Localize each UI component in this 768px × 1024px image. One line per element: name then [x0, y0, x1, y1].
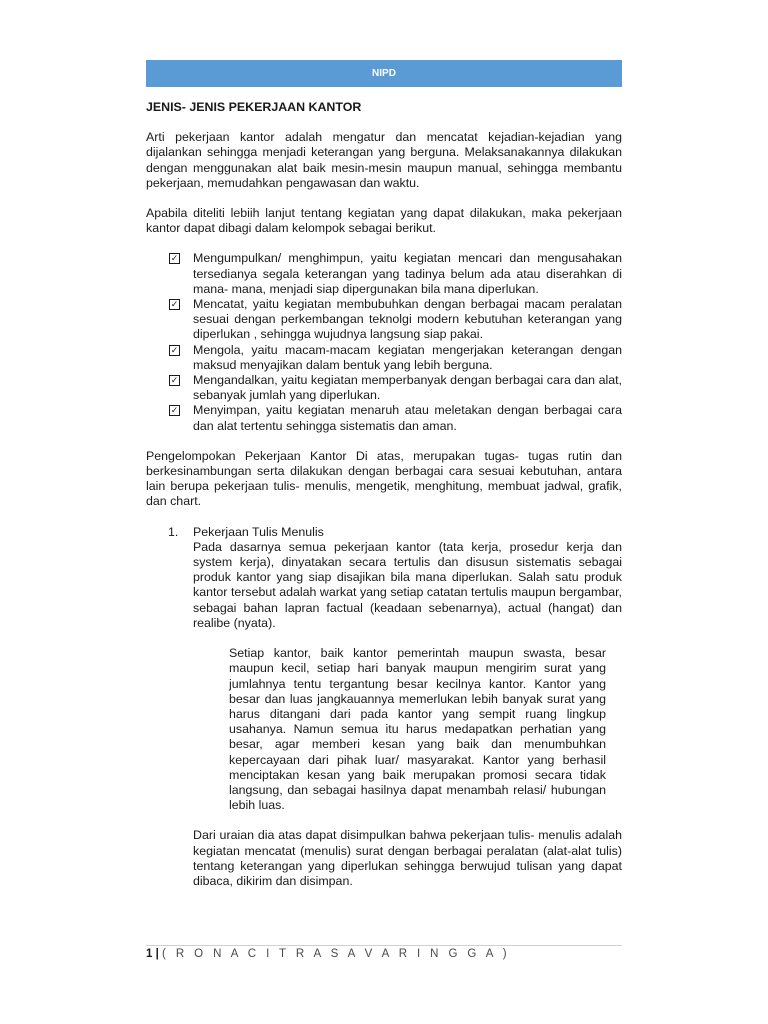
- checklist: [146, 251, 622, 433]
- section-1: [146, 525, 622, 889]
- intro-paragraph-2: Apabila diteliti lebiih lanjut tentang kegiatan yang dapat dilakukan, maka pekerjaan kantor dapat dibagi dalam kelompok sebagai berikut.: [146, 206, 622, 236]
- checklist-item: [170, 251, 622, 297]
- section-title: Pekerjaan Tulis Menulis: [193, 524, 324, 539]
- footer-author: ( R O N A C I T R A S A V A R I N G G A ): [162, 948, 510, 960]
- document-body: [146, 100, 622, 904]
- checklist-item: [170, 342, 622, 373]
- checkbox-checked-icon: ✓: [170, 299, 179, 310]
- section-quote: Setiap kantor, baik kantor pemerintah maupun swasta, besar maupun kecil, setiap hari banyak maupun mengirim surat yang jumlahnya tentu tergantung besar kecilnya kantor. Kantor yang besar dan luas jangkauannya memerlukan lebih banyak surat yang harus ditangani dari pada kantor yang sempit ruang lingkup usahanya. Namun semua itu harus medapatkan perhatian yang besar, agar memberi kesan yang baik dan menumbuhkan kepercayaan dari pihak luar/ masyarakat. Kantor yang berhasil menciptakan kesan yang baik merupakan promosi secara tidak langsung, dan sebagai hasilnya dapat menambah relasi/ hubungan lebih luas.: [229, 646, 606, 813]
- checkbox-checked-icon: ✓: [170, 344, 179, 355]
- checkbox-checked-icon: ✓: [170, 253, 179, 264]
- header-title: NIPD: [372, 68, 396, 79]
- page-number: 1 |: [146, 948, 159, 960]
- checklist-item-text: Menyimpan, yaitu kegiatan menaruh atau meletakan dengan berbagai cara dan alat tertentu sehingga sistematis dan aman.: [193, 403, 622, 433]
- checklist-item: [170, 373, 622, 403]
- section-conclusion: Dari uraian dia atas dapat disimpulkan bahwa pekerjaan tulis- menulis adalah kegiatan mencatat (menulis) surat dengan berbagai peralatan (alat-alat tulis) tentang keterangan yang diperlukan sehingga berwujud tulisan yang dapat dibaca, dikirim dan disimpan.: [193, 828, 622, 888]
- checklist-item-text: Mengandalkan, yaitu kegiatan memperbanyak dengan berbagai cara dan alat, sebanyak jumlah yang diperlukan.: [193, 373, 622, 403]
- checklist-item-text: Mencatat, yaitu kegiatan membubuhkan dengan berbagai macam peralatan sesuai dengan perkembangan teknolgi modern kebutuhan keterangan yang diperlukan , sehingga wujudnya langsung siap pakai.: [193, 297, 622, 342]
- footer-divider: [146, 945, 622, 946]
- checkbox-checked-icon: ✓: [170, 405, 179, 416]
- checkbox-checked-icon: ✓: [170, 375, 179, 386]
- section-number: 1.: [168, 524, 179, 539]
- footer: [146, 948, 510, 960]
- checklist-item-text: Mengola, yaitu macam-macam kegiatan mengerjakan keterangan dengan maksud menyajikan dalam bentuk yang lebih berguna.: [193, 342, 622, 372]
- grouping-paragraph: Pengelompokan Pekerjaan Kantor Di atas, merupakan tugas- tugas rutin dan berkesinambungan serta dilakukan dengan berbagai cara sesuai kebutuhan, antara lain berupa pekerjaan tulis- menulis, mengetik, menghitung, membuat jadwal, grafik, dan chart.: [146, 448, 622, 509]
- checklist-item: [170, 297, 622, 343]
- section-body: Pada dasarnya semua pekerjaan kantor (tata kerja, prosedur kerja dan system kerja), dinyatakan secara tertulis dan disusun sistematis sebagai produk kantor yang siap disajikan bila mana diperlukan. Salah satu produk kantor tersebut adalah warkat yang setiap catatan tertulis maupun bergambar, sebagai bahan lapran factual (keadaan sebenarnya), actual (hangat) dan realibe (nyata).: [193, 539, 622, 630]
- checklist-item: [170, 403, 622, 433]
- checklist-item-text: Mengumpulkan/ menghimpun, yaitu kegiatan mencari dan mengusahakan tersedianya segala keterangan yang tadinya belum ada atau diserahkan di mana- mana, menjadi siap dipergunakan bila mana diperlukan.: [193, 251, 622, 296]
- header-bar: [146, 60, 622, 87]
- document-heading: JENIS- JENIS PEKERJAAN KANTOR: [146, 100, 362, 114]
- intro-paragraph-1: Arti pekerjaan kantor adalah mengatur dan mencatat kejadian-kejadian yang dijalankan sehingga menjadi keterangan yang berguna. Melaksanakannya dilakukan dengan menggunakan alat baik mesin-mesin maupun manual, sehingga membantu pekerjaan, memudahkan pengawasan dan waktu.: [146, 130, 622, 190]
